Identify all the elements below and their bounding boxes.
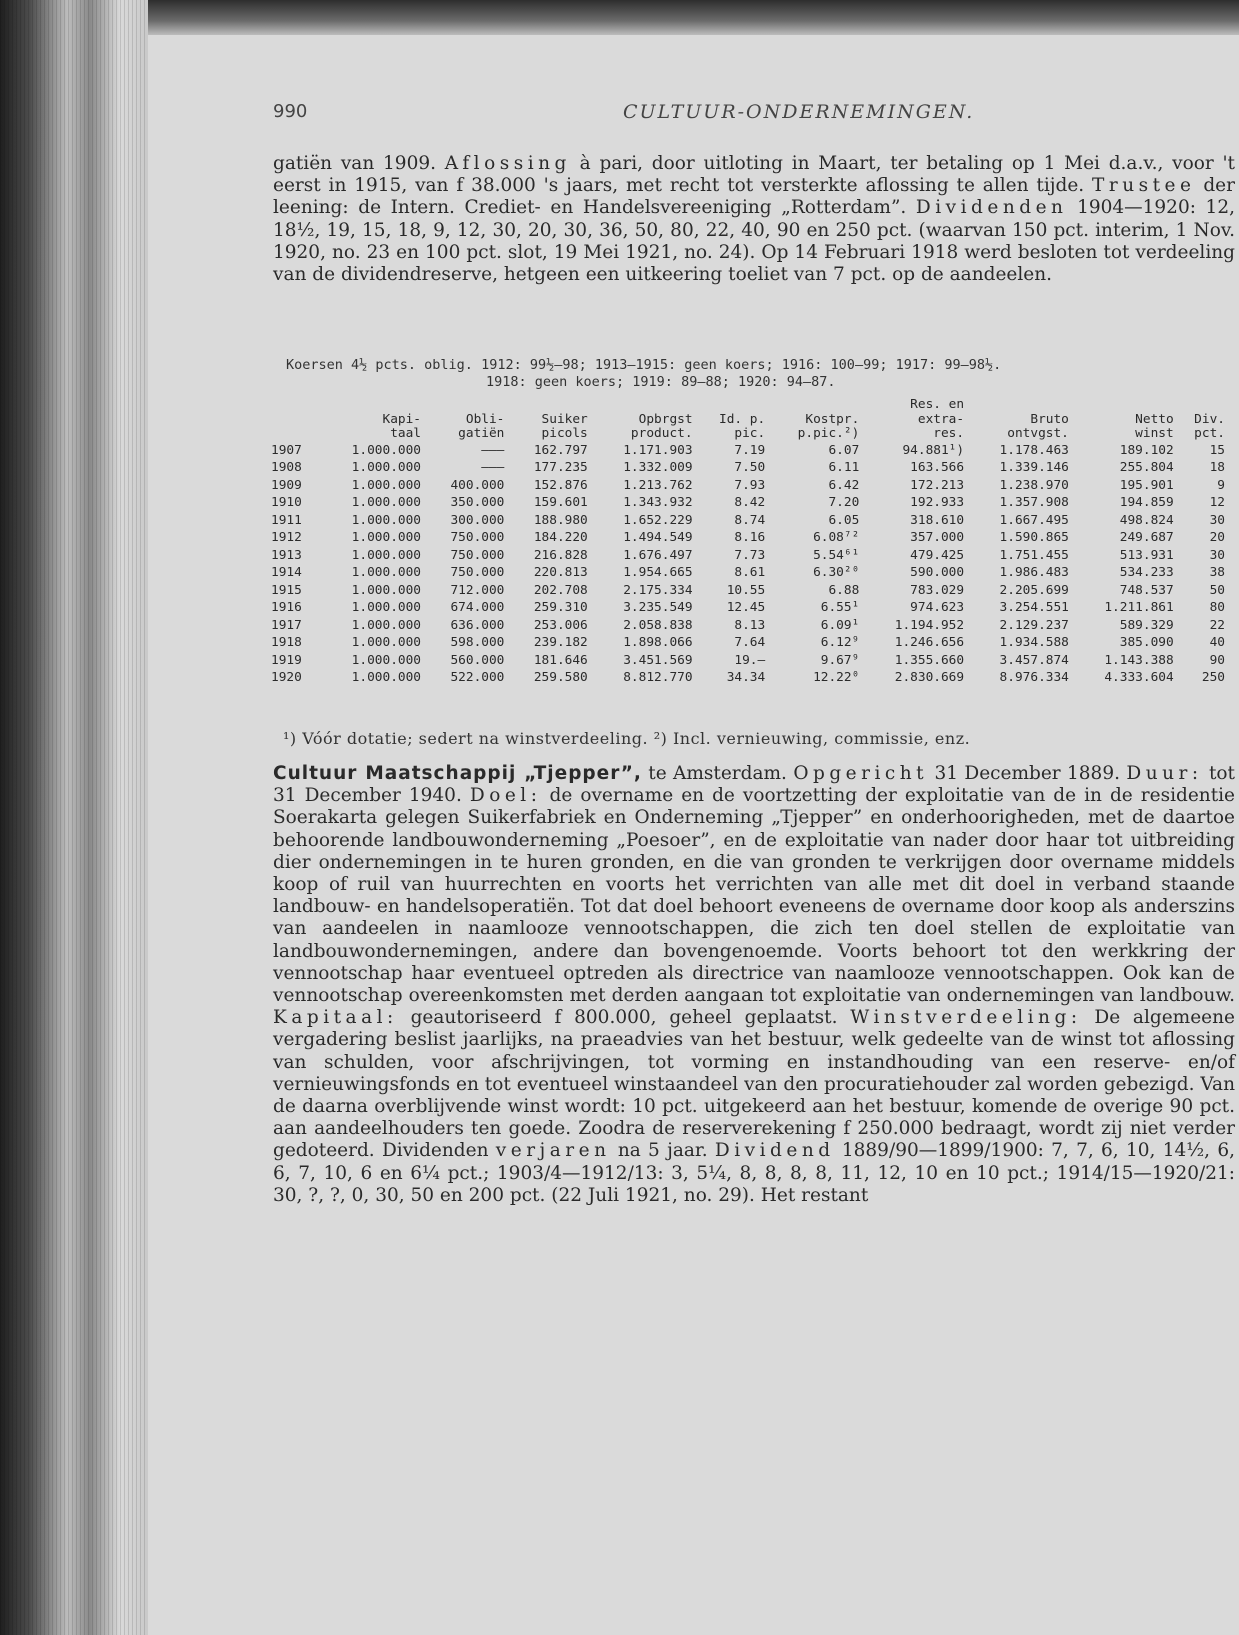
table-cell: 1.934.588 [999, 635, 1069, 650]
table-cell: 350.000 [450, 495, 505, 510]
verjaren-label: verjaren [495, 1140, 611, 1162]
table-row [268, 669, 1228, 687]
table-cell: 152.876 [533, 477, 588, 493]
table-cell: 3.254.551 [999, 600, 1069, 615]
table-cell: 220.813 [533, 565, 588, 580]
column-header: Netto [1135, 411, 1174, 427]
table-cell: 8.13 [734, 617, 766, 633]
table-cell: 90 [1209, 652, 1225, 668]
table-cell: 3.457.874 [999, 652, 1069, 668]
table-cell: 6.07 [828, 442, 860, 458]
table-cell: 38 [1209, 565, 1225, 580]
table-footnote: ¹) Vóór dotatie; sedert na winstverdeeling. ²) Incl. vernieuwing, commissie, enz. [283, 729, 971, 748]
table-header-row [268, 427, 1228, 442]
table-cell: 163.566 [910, 460, 965, 475]
table-cell: 189.102 [1119, 442, 1174, 458]
table-cell: 1.751.455 [999, 547, 1069, 563]
table-cell: ——— [481, 442, 505, 458]
intro-text-1: gatiën van 1909. [273, 153, 436, 174]
table-cell: 20 [1209, 530, 1225, 545]
table-cell: 1.000.000 [351, 512, 422, 528]
table-cell: 6.09¹ [820, 617, 860, 633]
table-cell: 40 [1209, 635, 1225, 650]
table-cell: 589.329 [1119, 617, 1174, 633]
table-cell: 1.000.000 [351, 547, 422, 563]
intro-text-3: der leening: de Intern. Crediet- en Handelsvereeniging „Rotterdam”. [273, 175, 1235, 219]
column-header [507, 398, 590, 413]
column-header: picols [541, 426, 588, 441]
table-cell: 202.708 [533, 582, 588, 598]
table-cell: 8.42 [734, 495, 766, 510]
table-cell: 216.828 [533, 547, 588, 563]
table-cell: 1.332.009 [623, 460, 693, 475]
table-cell: 30 [1209, 512, 1225, 528]
column-header: Opbrgst [638, 411, 693, 427]
table-cell: 7.50 [734, 460, 766, 475]
table-cell: 259.310 [533, 600, 588, 615]
table-cell: 8.61 [734, 565, 766, 580]
table-cell: 636.000 [450, 617, 505, 633]
table-cell: 6.05 [828, 512, 860, 528]
table-cell: 7.93 [734, 477, 766, 493]
table-row [268, 529, 1228, 547]
year-cell: 1908 [271, 460, 302, 475]
table-row [268, 459, 1228, 477]
tjepper-paragraph [273, 763, 1235, 1207]
table-cell: 2.175.334 [623, 582, 693, 598]
table-cell: 1.000.000 [351, 565, 422, 580]
table-cell: 712.000 [450, 582, 505, 598]
table-cell: 1.000.000 [351, 477, 422, 493]
column-header [319, 398, 424, 413]
table-cell: 253.006 [533, 617, 588, 633]
table-cell: 34.34 [726, 670, 766, 685]
year-cell: 1912 [271, 530, 302, 545]
column-header [1177, 398, 1228, 413]
column-header: Obli- [465, 411, 505, 427]
table-cell: 2.058.838 [623, 617, 693, 633]
table-cell: 12.22⁰ [813, 670, 860, 685]
column-header [591, 398, 696, 413]
table-row [268, 477, 1228, 495]
koersen-line-1: Koersen 4½ pcts. oblig. 1912: 99½—98; 1913—1915: geen koers; 1916: 100—99; 1917: 99—98½. [286, 357, 1002, 373]
table-cell: 1.211.861 [1104, 600, 1174, 615]
table-cell: 4.333.604 [1104, 670, 1174, 685]
table-cell: 498.824 [1119, 512, 1174, 528]
table-cell: 318.610 [910, 512, 965, 528]
table-cell: 3.235.549 [623, 600, 693, 615]
table-cell: 7.20 [828, 495, 860, 510]
table-cell: 162.797 [533, 442, 588, 458]
column-header: Id. p. [718, 411, 766, 427]
column-header [268, 413, 319, 428]
year-cell: 1910 [271, 495, 302, 510]
table-cell: 1.246.656 [894, 635, 965, 650]
tjepper-text-6: De algemeene vergadering beslist jaarlijks, na praeadvies van het bestuur, welk gedeelte van de winst tot aflossing van schulden, voor afschrijvingen, tot vorming en instandhouding van een reserve- en/of vernieuwingsfonds en tot eventueel winstaandeel van den procuratiehouder zal worden gebezigd. Van de daarna overblijvende winst wordt: 10 pct. uitgekeerd aan het bestuur, komende de overige 90 pct. aan aandeelhouders ten goede. Zoodra de reserverekening f 250.000 bedraagt, wordt zij niet verder gedoteerd. Dividenden [273, 1007, 1235, 1162]
table-cell: 1.339.146 [999, 460, 1069, 475]
table-row [268, 547, 1228, 565]
table-cell: 400.000 [450, 477, 505, 493]
table-cell: 184.220 [533, 530, 588, 545]
table-header-row [268, 398, 1228, 413]
table-cell: 1.000.000 [351, 600, 422, 615]
table-cell: 1.667.495 [999, 512, 1069, 528]
financial-table [268, 398, 1228, 687]
table-cell: 513.931 [1119, 547, 1174, 563]
year-cell: 1918 [271, 635, 302, 650]
tjepper-text-8: 1889/90—1899/1900: 7, 7, 6, 10, 14½, 6, 6, 7, 10, 6 en 6¼ pct.; 1903/4—1912/13: 3, 5¼, 8, 8, 8, 8, 11, 12, 10 en 10 pct.; 1914/15—1920/21: 30, ?, ?, 0, 30, 50 en 200 pct. (22 Juli 1921, no. 29). Het restant [273, 1140, 1235, 1206]
column-header: pic. [734, 426, 766, 441]
year-cell: 1915 [271, 582, 302, 598]
book-page [148, 35, 1239, 1635]
table-cell: 1.000.000 [351, 442, 422, 458]
dividend-label: Dividend [714, 1140, 835, 1162]
table-cell: 8.16 [734, 530, 766, 545]
column-header [696, 398, 769, 413]
page-edges [0, 0, 150, 1635]
table-row [268, 582, 1228, 600]
table-cell: 1.000.000 [351, 635, 422, 650]
table-cell: 80 [1209, 600, 1225, 615]
table-cell: 385.090 [1119, 635, 1174, 650]
year-cell: 1919 [271, 652, 302, 668]
koersen-block [286, 357, 1236, 391]
table-cell: 1.652.229 [623, 512, 693, 528]
table-cell: 6.88 [828, 582, 860, 598]
table-cell: 15 [1209, 442, 1225, 458]
table-cell: 9 [1217, 477, 1225, 493]
table-row [268, 652, 1228, 670]
table-cell: 194.859 [1119, 495, 1174, 510]
table-cell: 2.205.699 [999, 582, 1069, 598]
table-cell: 560.000 [450, 652, 505, 668]
table-cell: 1.178.463 [999, 442, 1069, 458]
table-cell: 1.676.497 [623, 547, 693, 563]
table-cell: 1.213.762 [623, 477, 693, 493]
dividenden-label: Dividenden [915, 197, 1068, 219]
table-cell: 239.182 [533, 635, 588, 650]
column-header: gatiën [458, 426, 505, 441]
table-cell: 255.804 [1119, 460, 1174, 475]
column-header [268, 398, 319, 413]
column-header: res. [933, 426, 965, 441]
table-cell: 259.580 [533, 670, 588, 685]
tjepper-text-4: de overname en de voortzetting der exploitatie van de in de residentie Soerakarta gelegen Suikerfabriek en Onderneming „Tjepper” en onderhoorigheden, met de daartoe behoorende landbouwonderneming „Poesoer”, en de exploitatie van nader door haar tot uitbreiding dier ondernemingen in te huren gronden, en die van gronden te verkrijgen door overname middels koop of ruil van huurrechten en voorts het verrichten van alle met dit doel in verband staande landbouw- en handelsoperatiën. Tot dat doel behoort eveneens de overname door koop als anderszins van aandeelen in naamlooze vennootschappen, die zich ten doel stellen de exploitatie van landbouwondernemingen, andere dan bovengenoemde. Voorts behoort tot den werkkring der vennootschap haar eventueel optreden als directrice van naamlooze vennootschappen. Ook kan de vennootschap overeenkomsten met derden aangaan tot exploitatie van ondernemingen van landbouw. [273, 785, 1235, 1007]
table-cell: 1.194.952 [894, 617, 965, 633]
doel-label: Doel: [469, 785, 542, 807]
tjepper-text-7: na 5 jaar. [617, 1140, 708, 1162]
table-cell: 1.143.388 [1104, 652, 1174, 668]
column-header: Div. [1194, 411, 1225, 427]
table-cell: 590.000 [910, 565, 965, 580]
table-cell: 181.646 [533, 652, 588, 668]
table-cell: 7.64 [734, 635, 766, 650]
table-cell: 250 [1201, 670, 1225, 685]
table-cell: 300.000 [450, 512, 505, 528]
table-cell: 18 [1209, 460, 1225, 475]
table-cell: 7.73 [734, 547, 766, 563]
table-cell: 8.976.334 [999, 670, 1069, 685]
table-row [268, 617, 1228, 635]
table-cell: 1.343.932 [623, 495, 693, 510]
book-binding [0, 0, 150, 1635]
table-cell: 12 [1209, 495, 1225, 510]
column-header: pct. [1194, 426, 1225, 441]
table-cell: 50 [1209, 582, 1225, 598]
table-cell: 1.494.549 [623, 530, 693, 545]
table-cell: 6.08⁷² [813, 530, 860, 545]
table-cell: 94.881¹) [902, 442, 965, 458]
column-header: extra- [917, 411, 965, 427]
column-header [967, 398, 1072, 413]
column-header: Kapi- [382, 411, 422, 427]
table-cell: 598.000 [450, 635, 505, 650]
column-header [424, 398, 507, 413]
table-cell: 1.000.000 [351, 670, 422, 685]
table-cell: 30 [1209, 547, 1225, 563]
aflossing-label: Aflossing [444, 153, 571, 174]
table-cell: 1.355.660 [894, 652, 965, 668]
company-name: Cultuur Maatschappij „Tjepper”, [273, 763, 642, 784]
table-row [268, 512, 1228, 530]
table-cell: 534.233 [1119, 565, 1174, 580]
table-cell: 6.30²⁰ [813, 565, 860, 580]
table-cell: 1.000.000 [351, 652, 422, 668]
table-cell: 750.000 [450, 530, 505, 545]
table-cell: 1.000.000 [351, 530, 422, 545]
table-cell: 674.000 [450, 600, 505, 615]
table-row [268, 494, 1228, 512]
koersen-line-2: 1918: geen koers; 1919: 89—88; 1920: 94—87. [486, 374, 836, 390]
table-cell: 12.45 [726, 600, 766, 615]
page-number: 990 [273, 101, 308, 122]
table-cell: 159.601 [533, 495, 588, 510]
year-cell: 1911 [271, 512, 302, 528]
tjepper-text-3: tot 31 December 1940. [273, 763, 1235, 807]
table-cell: 1.171.903 [623, 442, 693, 458]
table-cell: 192.933 [910, 495, 965, 510]
column-header: Suiker [541, 411, 588, 427]
table-cell: 1.000.000 [351, 582, 422, 598]
table-cell: 7.19 [734, 442, 766, 458]
table-cell: 5.54⁶¹ [813, 547, 860, 563]
winstverdeeling-label: Winstverdeeling: [850, 1007, 1082, 1029]
table-cell: 19.— [734, 652, 766, 668]
intro-text-4: 1904—1920: 12, 18½, 19, 15, 18, 9, 12, 30, 20, 30, 36, 50, 80, 22, 40, 90 en 250 pct. (waarvan 150 pct. interim, 1 Nov. 1920, no. 23 en 100 pct. slot, 19 Mei 1921, no. 24). Op 14 Februari 1918 werd besloten tot verdeeling van de dividendreserve, hetgeen een uitkeering toeliet van 7 pct. op de aandeelen. [273, 197, 1235, 286]
table-row [268, 634, 1228, 652]
table-cell: 195.901 [1119, 477, 1174, 493]
column-header: p.pic.²) [797, 426, 860, 441]
kapitaal-label: Kapitaal: [273, 1007, 398, 1029]
table-cell: 188.980 [533, 512, 588, 528]
table-cell: 1.357.908 [999, 495, 1069, 510]
opgericht-label: Opgericht [793, 763, 929, 784]
table-cell: 1.590.865 [999, 530, 1069, 545]
table-cell: 1.000.000 [351, 495, 422, 510]
table-row [268, 599, 1228, 617]
table-cell: 9.67⁹ [820, 652, 860, 668]
table-cell: 6.42 [828, 477, 860, 493]
year-cell: 1914 [271, 565, 302, 580]
tjepper-text-2: 31 December 1889. [934, 763, 1120, 784]
column-header: Res. en [910, 397, 965, 412]
trustee-label: Trustee [1092, 175, 1196, 197]
intro-text-2: à pari, door uitloting in Maart, ter betaling op 1 Mei d.a.v., voor 't eerst in 1915, van f 38.000 's jaars, met recht tot versterkte aflossing te allen tijde. [273, 153, 1235, 197]
page-header [273, 101, 1173, 131]
table-cell: 249.687 [1119, 530, 1174, 545]
table-cell: 974.623 [910, 600, 965, 615]
table-cell: 1.238.970 [999, 477, 1069, 493]
year-cell: 1916 [271, 600, 302, 615]
table-cell: 1.000.000 [351, 617, 422, 633]
table-cell: 357.000 [910, 530, 965, 545]
tjepper-text-1: te Amsterdam. [648, 763, 787, 784]
table-cell: 2.129.237 [999, 617, 1069, 633]
table-cell: 750.000 [450, 547, 505, 563]
table-cell: 172.213 [910, 477, 965, 493]
table-cell: 6.12⁹ [820, 635, 860, 650]
table-header-row [268, 413, 1228, 428]
column-header [268, 427, 319, 442]
table-cell: 2.830.669 [894, 670, 965, 685]
year-cell: 1917 [271, 617, 302, 633]
column-header: ontvgst. [1007, 426, 1069, 441]
table-cell: 1.000.000 [351, 460, 422, 475]
table-cell: ——— [481, 460, 505, 475]
column-header: winst [1135, 426, 1174, 441]
column-header: Bruto [1030, 411, 1069, 427]
tjepper-text-5: geautoriseerd f 800.000, geheel geplaatst. [410, 1007, 838, 1029]
table-row [268, 564, 1228, 582]
table-cell: 3.451.569 [623, 652, 693, 668]
table-cell: 1.898.066 [623, 635, 693, 650]
table-cell: 1.954.665 [623, 565, 693, 580]
running-title: CULTUUR-ONDERNEMINGEN. [623, 101, 975, 123]
table-cell: 6.11 [828, 460, 860, 475]
table-cell: 10.55 [726, 582, 766, 598]
column-header [1072, 398, 1177, 413]
table-cell: 748.537 [1119, 582, 1174, 598]
table-cell: 1.986.483 [999, 565, 1069, 580]
column-header [768, 398, 862, 413]
intro-paragraph [273, 153, 1235, 286]
year-cell: 1920 [271, 670, 302, 685]
year-cell: 1909 [271, 477, 302, 493]
table-cell: 22 [1209, 617, 1225, 633]
top-edge [148, 0, 1239, 35]
column-header: taal [390, 426, 422, 441]
table-cell: 8.74 [734, 512, 766, 528]
table-cell: 783.029 [910, 582, 965, 598]
table-cell: 6.55¹ [820, 600, 860, 615]
table-cell: 522.000 [450, 670, 505, 685]
table-row [268, 442, 1228, 460]
year-cell: 1913 [271, 547, 302, 563]
year-cell: 1907 [271, 442, 302, 458]
table-cell: 177.235 [533, 460, 588, 475]
duur-label: Duur: [1126, 763, 1203, 784]
table-cell: 750.000 [450, 565, 505, 580]
table-cell: 479.425 [910, 547, 965, 563]
column-header: product. [630, 426, 693, 441]
table-cell: 8.812.770 [623, 670, 693, 685]
column-header: Kostpr. [805, 411, 860, 427]
